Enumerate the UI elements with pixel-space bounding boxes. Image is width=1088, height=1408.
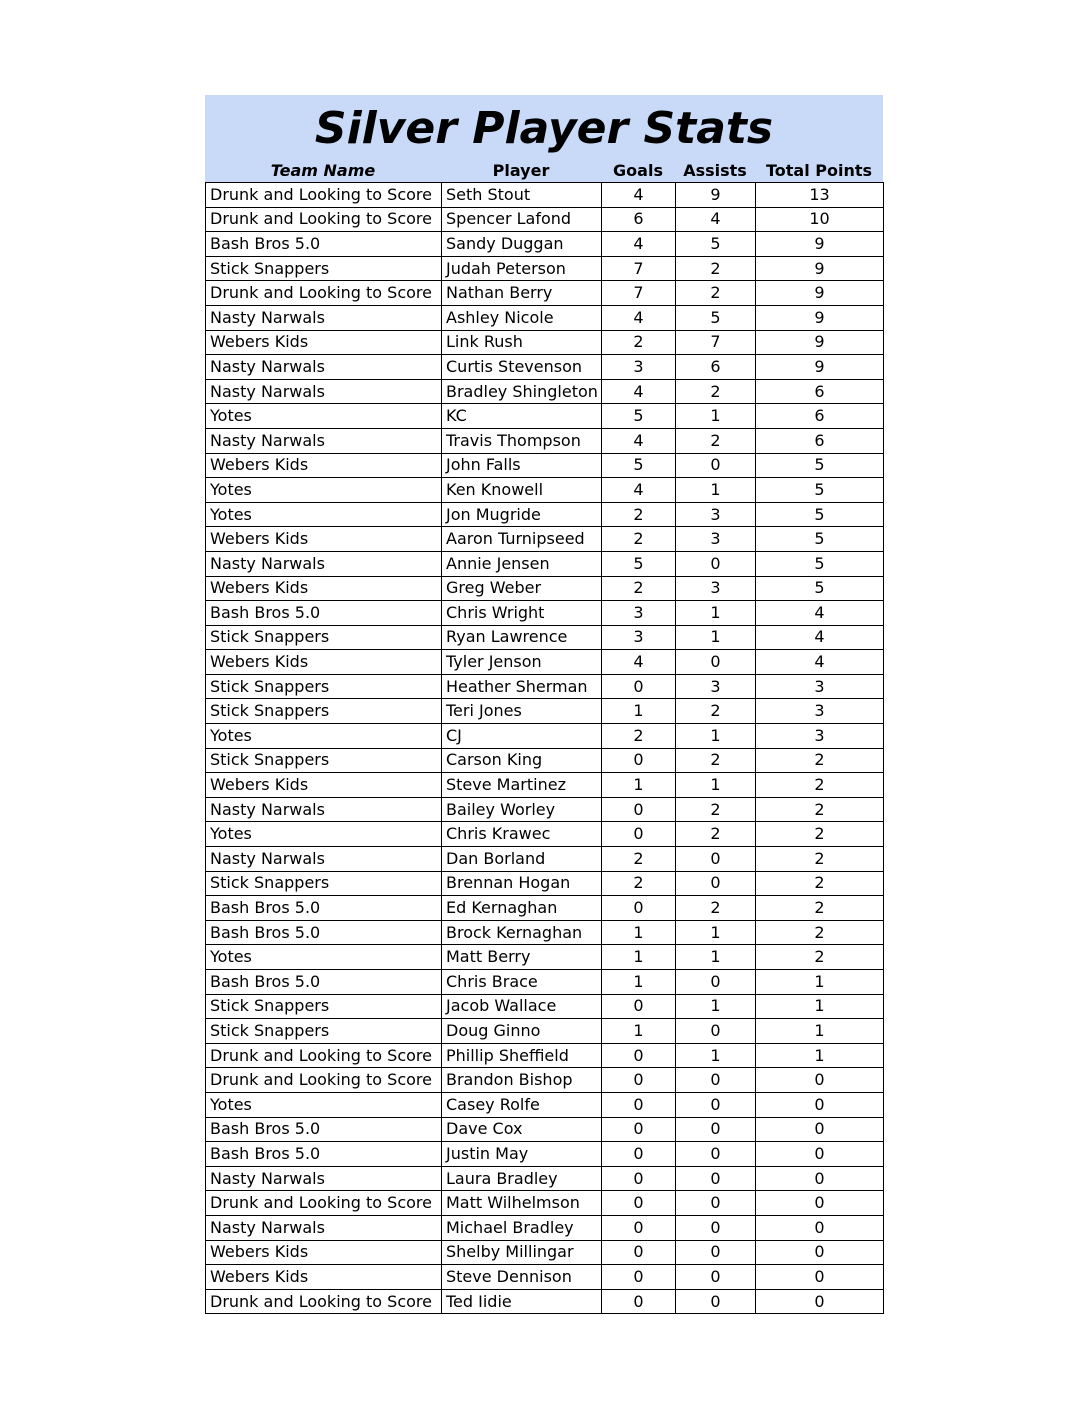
assists-cell: 2	[676, 699, 756, 724]
goals-cell: 7	[602, 256, 676, 281]
table-row	[206, 183, 884, 208]
total-points-cell: 2	[756, 773, 884, 798]
team-name-cell: Bash Bros 5.0	[206, 970, 442, 995]
total-points-cell: 10	[756, 207, 884, 232]
table-row	[206, 355, 884, 380]
team-name-cell: Bash Bros 5.0	[206, 896, 442, 921]
assists-cell: 2	[676, 822, 756, 847]
goals-cell: 4	[602, 428, 676, 453]
table-row	[206, 748, 884, 773]
header-player: Player	[492, 161, 550, 180]
assists-cell: 1	[676, 404, 756, 429]
player-cell: Ted Iidie	[442, 1289, 602, 1314]
total-points-cell: 5	[756, 527, 884, 552]
total-points-cell: 0	[756, 1265, 884, 1290]
table-row	[206, 1043, 884, 1068]
player-cell: Chris Krawec	[442, 822, 602, 847]
goals-cell: 0	[602, 1289, 676, 1314]
total-points-cell: 6	[756, 404, 884, 429]
goals-cell: 1	[602, 945, 676, 970]
stats-table	[205, 182, 884, 1314]
assists-cell: 7	[676, 330, 756, 355]
total-points-cell: 6	[756, 428, 884, 453]
table-row	[206, 1142, 884, 1167]
team-name-cell: Bash Bros 5.0	[206, 1142, 442, 1167]
team-name-cell: Nasty Narwals	[206, 379, 442, 404]
total-points-cell: 3	[756, 674, 884, 699]
table-row	[206, 773, 884, 798]
goals-cell: 4	[602, 183, 676, 208]
assists-cell: 3	[676, 576, 756, 601]
goals-cell: 1	[602, 970, 676, 995]
total-points-cell: 0	[756, 1166, 884, 1191]
team-name-cell: Stick Snappers	[206, 625, 442, 650]
player-cell: Brock Kernaghan	[442, 920, 602, 945]
table-row	[206, 1240, 884, 1265]
stats-table-body	[206, 183, 884, 1314]
team-name-cell: Stick Snappers	[206, 256, 442, 281]
column-headers	[205, 159, 883, 182]
assists-cell: 6	[676, 355, 756, 380]
goals-cell: 2	[602, 724, 676, 749]
total-points-cell: 5	[756, 502, 884, 527]
player-cell: Teri Jones	[442, 699, 602, 724]
team-name-cell: Nasty Narwals	[206, 428, 442, 453]
total-points-cell: 0	[756, 1215, 884, 1240]
table-row	[206, 330, 884, 355]
total-points-cell: 6	[756, 379, 884, 404]
player-cell: Brandon Bishop	[442, 1068, 602, 1093]
table-row	[206, 1092, 884, 1117]
header-block	[205, 95, 883, 182]
player-cell: Steve Martinez	[442, 773, 602, 798]
goals-cell: 5	[602, 551, 676, 576]
table-row	[206, 502, 884, 527]
assists-cell: 1	[676, 920, 756, 945]
total-points-cell: 0	[756, 1191, 884, 1216]
player-cell: Matt Berry	[442, 945, 602, 970]
total-points-cell: 4	[756, 601, 884, 626]
team-name-cell: Stick Snappers	[206, 994, 442, 1019]
assists-cell: 1	[676, 478, 756, 503]
total-points-cell: 2	[756, 822, 884, 847]
total-points-cell: 5	[756, 478, 884, 503]
team-name-cell: Nasty Narwals	[206, 1166, 442, 1191]
player-cell: Dave Cox	[442, 1117, 602, 1142]
assists-cell: 2	[676, 281, 756, 306]
player-cell: Aaron Turnipseed	[442, 527, 602, 552]
assists-cell: 0	[676, 650, 756, 675]
player-cell: Link Rush	[442, 330, 602, 355]
team-name-cell: Bash Bros 5.0	[206, 920, 442, 945]
assists-cell: 3	[676, 502, 756, 527]
assists-cell: 0	[676, 1166, 756, 1191]
player-cell: Steve Dennison	[442, 1265, 602, 1290]
total-points-cell: 0	[756, 1240, 884, 1265]
total-points-cell: 2	[756, 945, 884, 970]
assists-cell: 0	[676, 1215, 756, 1240]
player-cell: Chris Brace	[442, 970, 602, 995]
team-name-cell: Bash Bros 5.0	[206, 232, 442, 257]
team-name-cell: Yotes	[206, 478, 442, 503]
player-cell: Phillip Sheffield	[442, 1043, 602, 1068]
goals-cell: 2	[602, 576, 676, 601]
total-points-cell: 9	[756, 305, 884, 330]
header-team-name: Team Name	[270, 161, 376, 180]
total-points-cell: 9	[756, 330, 884, 355]
assists-cell: 1	[676, 945, 756, 970]
goals-cell: 0	[602, 748, 676, 773]
total-points-cell: 1	[756, 1043, 884, 1068]
player-cell: Heather Sherman	[442, 674, 602, 699]
player-cell: John Falls	[442, 453, 602, 478]
goals-cell: 0	[602, 1265, 676, 1290]
team-name-cell: Yotes	[206, 1092, 442, 1117]
goals-cell: 0	[602, 822, 676, 847]
table-row	[206, 601, 884, 626]
player-cell: Ed Kernaghan	[442, 896, 602, 921]
assists-cell: 0	[676, 847, 756, 872]
team-name-cell: Drunk and Looking to Score	[206, 1191, 442, 1216]
player-cell: Bailey Worley	[442, 797, 602, 822]
table-row	[206, 207, 884, 232]
team-name-cell: Drunk and Looking to Score	[206, 183, 442, 208]
assists-cell: 2	[676, 748, 756, 773]
table-row	[206, 1215, 884, 1240]
player-cell: Brennan Hogan	[442, 871, 602, 896]
table-row	[206, 576, 884, 601]
table-row	[206, 1117, 884, 1142]
goals-cell: 2	[602, 871, 676, 896]
goals-cell: 2	[602, 847, 676, 872]
player-cell: Dan Borland	[442, 847, 602, 872]
table-row	[206, 847, 884, 872]
team-name-cell: Stick Snappers	[206, 674, 442, 699]
goals-cell: 5	[602, 453, 676, 478]
player-cell: CJ	[442, 724, 602, 749]
table-row	[206, 871, 884, 896]
player-cell: Ken Knowell	[442, 478, 602, 503]
team-name-cell: Drunk and Looking to Score	[206, 1068, 442, 1093]
goals-cell: 0	[602, 1117, 676, 1142]
total-points-cell: 1	[756, 970, 884, 995]
goals-cell: 7	[602, 281, 676, 306]
team-name-cell: Nasty Narwals	[206, 355, 442, 380]
goals-cell: 0	[602, 1215, 676, 1240]
goals-cell: 4	[602, 305, 676, 330]
team-name-cell: Stick Snappers	[206, 748, 442, 773]
goals-cell: 3	[602, 625, 676, 650]
goals-cell: 1	[602, 920, 676, 945]
assists-cell: 3	[676, 674, 756, 699]
goals-cell: 0	[602, 1043, 676, 1068]
table-row	[206, 1019, 884, 1044]
table-row	[206, 699, 884, 724]
goals-cell: 4	[602, 379, 676, 404]
player-cell: Bradley Shingleton	[442, 379, 602, 404]
stats-sheet	[205, 95, 883, 1314]
table-row	[206, 896, 884, 921]
goals-cell: 4	[602, 650, 676, 675]
assists-cell: 0	[676, 970, 756, 995]
assists-cell: 3	[676, 527, 756, 552]
table-row	[206, 404, 884, 429]
table-row	[206, 281, 884, 306]
team-name-cell: Yotes	[206, 724, 442, 749]
goals-cell: 1	[602, 1019, 676, 1044]
player-cell: Tyler Jenson	[442, 650, 602, 675]
goals-cell: 1	[602, 699, 676, 724]
player-cell: Jacob Wallace	[442, 994, 602, 1019]
total-points-cell: 13	[756, 183, 884, 208]
total-points-cell: 0	[756, 1092, 884, 1117]
goals-cell: 0	[602, 797, 676, 822]
assists-cell: 2	[676, 428, 756, 453]
table-row	[206, 256, 884, 281]
player-cell: Laura Bradley	[442, 1166, 602, 1191]
player-cell: KC	[442, 404, 602, 429]
team-name-cell: Nasty Narwals	[206, 847, 442, 872]
total-points-cell: 2	[756, 871, 884, 896]
team-name-cell: Drunk and Looking to Score	[206, 207, 442, 232]
assists-cell: 0	[676, 1289, 756, 1314]
total-points-cell: 5	[756, 551, 884, 576]
team-name-cell: Stick Snappers	[206, 699, 442, 724]
goals-cell: 4	[602, 478, 676, 503]
table-row	[206, 797, 884, 822]
assists-cell: 0	[676, 1092, 756, 1117]
team-name-cell: Webers Kids	[206, 453, 442, 478]
table-row	[206, 1191, 884, 1216]
assists-cell: 0	[676, 453, 756, 478]
table-row	[206, 453, 884, 478]
goals-cell: 0	[602, 1166, 676, 1191]
assists-cell: 0	[676, 1191, 756, 1216]
team-name-cell: Drunk and Looking to Score	[206, 281, 442, 306]
team-name-cell: Bash Bros 5.0	[206, 1117, 442, 1142]
total-points-cell: 0	[756, 1142, 884, 1167]
assists-cell: 2	[676, 797, 756, 822]
table-row	[206, 527, 884, 552]
player-cell: Doug Ginno	[442, 1019, 602, 1044]
team-name-cell: Webers Kids	[206, 650, 442, 675]
table-row	[206, 994, 884, 1019]
table-row	[206, 478, 884, 503]
total-points-cell: 2	[756, 847, 884, 872]
goals-cell: 6	[602, 207, 676, 232]
goals-cell: 0	[602, 994, 676, 1019]
total-points-cell: 2	[756, 797, 884, 822]
assists-cell: 0	[676, 1117, 756, 1142]
total-points-cell: 2	[756, 748, 884, 773]
table-row	[206, 650, 884, 675]
table-row	[206, 822, 884, 847]
player-cell: Seth Stout	[442, 183, 602, 208]
assists-cell: 2	[676, 379, 756, 404]
total-points-cell: 0	[756, 1117, 884, 1142]
assists-cell: 5	[676, 305, 756, 330]
goals-cell: 0	[602, 896, 676, 921]
team-name-cell: Nasty Narwals	[206, 305, 442, 330]
player-cell: Michael Bradley	[442, 1215, 602, 1240]
total-points-cell: 5	[756, 453, 884, 478]
team-name-cell: Webers Kids	[206, 527, 442, 552]
team-name-cell: Yotes	[206, 404, 442, 429]
assists-cell: 9	[676, 183, 756, 208]
team-name-cell: Webers Kids	[206, 1265, 442, 1290]
table-row	[206, 945, 884, 970]
goals-cell: 3	[602, 601, 676, 626]
assists-cell: 0	[676, 551, 756, 576]
total-points-cell: 0	[756, 1289, 884, 1314]
goals-cell: 0	[602, 1240, 676, 1265]
assists-cell: 1	[676, 601, 756, 626]
table-row	[206, 305, 884, 330]
total-points-cell: 9	[756, 232, 884, 257]
assists-cell: 0	[676, 1142, 756, 1167]
total-points-cell: 9	[756, 281, 884, 306]
assists-cell: 0	[676, 871, 756, 896]
player-cell: Shelby Millingar	[442, 1240, 602, 1265]
total-points-cell: 1	[756, 994, 884, 1019]
player-cell: Nathan Berry	[442, 281, 602, 306]
table-row	[206, 970, 884, 995]
table-row	[206, 379, 884, 404]
assists-cell: 1	[676, 724, 756, 749]
assists-cell: 1	[676, 773, 756, 798]
goals-cell: 0	[602, 1191, 676, 1216]
total-points-cell: 2	[756, 896, 884, 921]
total-points-cell: 1	[756, 1019, 884, 1044]
total-points-cell: 3	[756, 724, 884, 749]
table-row	[206, 232, 884, 257]
table-row	[206, 625, 884, 650]
team-name-cell: Yotes	[206, 822, 442, 847]
assists-cell: 0	[676, 1265, 756, 1290]
player-cell: Spencer Lafond	[442, 207, 602, 232]
team-name-cell: Nasty Narwals	[206, 551, 442, 576]
player-cell: Casey Rolfe	[442, 1092, 602, 1117]
goals-cell: 0	[602, 1092, 676, 1117]
team-name-cell: Nasty Narwals	[206, 1215, 442, 1240]
team-name-cell: Drunk and Looking to Score	[206, 1289, 442, 1314]
player-cell: Greg Weber	[442, 576, 602, 601]
table-row	[206, 1265, 884, 1290]
player-cell: Justin May	[442, 1142, 602, 1167]
table-row	[206, 1166, 884, 1191]
goals-cell: 0	[602, 674, 676, 699]
assists-cell: 1	[676, 625, 756, 650]
team-name-cell: Yotes	[206, 502, 442, 527]
assists-cell: 2	[676, 896, 756, 921]
goals-cell: 3	[602, 355, 676, 380]
table-row	[206, 674, 884, 699]
assists-cell: 4	[676, 207, 756, 232]
assists-cell: 2	[676, 256, 756, 281]
assists-cell: 0	[676, 1068, 756, 1093]
header-assists: Assists	[683, 161, 747, 180]
team-name-cell: Nasty Narwals	[206, 797, 442, 822]
goals-cell: 0	[602, 1068, 676, 1093]
table-row	[206, 1289, 884, 1314]
assists-cell: 1	[676, 1043, 756, 1068]
total-points-cell: 0	[756, 1068, 884, 1093]
team-name-cell: Webers Kids	[206, 330, 442, 355]
table-row	[206, 428, 884, 453]
total-points-cell: 2	[756, 920, 884, 945]
table-row	[206, 920, 884, 945]
team-name-cell: Bash Bros 5.0	[206, 601, 442, 626]
page-title: Silver Player Stats	[314, 103, 774, 154]
table-row	[206, 724, 884, 749]
total-points-cell: 5	[756, 576, 884, 601]
player-cell: Annie Jensen	[442, 551, 602, 576]
player-cell: Sandy Duggan	[442, 232, 602, 257]
total-points-cell: 9	[756, 256, 884, 281]
total-points-cell: 4	[756, 625, 884, 650]
team-name-cell: Webers Kids	[206, 1240, 442, 1265]
team-name-cell: Drunk and Looking to Score	[206, 1043, 442, 1068]
header-goals: Goals	[613, 161, 663, 180]
player-cell: Judah Peterson	[442, 256, 602, 281]
team-name-cell: Stick Snappers	[206, 1019, 442, 1044]
total-points-cell: 9	[756, 355, 884, 380]
goals-cell: 1	[602, 773, 676, 798]
goals-cell: 5	[602, 404, 676, 429]
team-name-cell: Webers Kids	[206, 773, 442, 798]
table-row	[206, 1068, 884, 1093]
total-points-cell: 3	[756, 699, 884, 724]
player-cell: Travis Thompson	[442, 428, 602, 453]
team-name-cell: Webers Kids	[206, 576, 442, 601]
goals-cell: 0	[602, 1142, 676, 1167]
player-cell: Ryan Lawrence	[442, 625, 602, 650]
player-cell: Jon Mugride	[442, 502, 602, 527]
player-cell: Carson King	[442, 748, 602, 773]
assists-cell: 0	[676, 1019, 756, 1044]
goals-cell: 2	[602, 527, 676, 552]
goals-cell: 4	[602, 232, 676, 257]
table-row	[206, 551, 884, 576]
goals-cell: 2	[602, 502, 676, 527]
assists-cell: 0	[676, 1240, 756, 1265]
assists-cell: 1	[676, 994, 756, 1019]
player-cell: Ashley Nicole	[442, 305, 602, 330]
team-name-cell: Stick Snappers	[206, 871, 442, 896]
player-cell: Curtis Stevenson	[442, 355, 602, 380]
player-cell: Chris Wright	[442, 601, 602, 626]
assists-cell: 5	[676, 232, 756, 257]
team-name-cell: Yotes	[206, 945, 442, 970]
goals-cell: 2	[602, 330, 676, 355]
total-points-cell: 4	[756, 650, 884, 675]
header-total-points: Total Points	[765, 161, 873, 180]
player-cell: Matt Wilhelmson	[442, 1191, 602, 1216]
